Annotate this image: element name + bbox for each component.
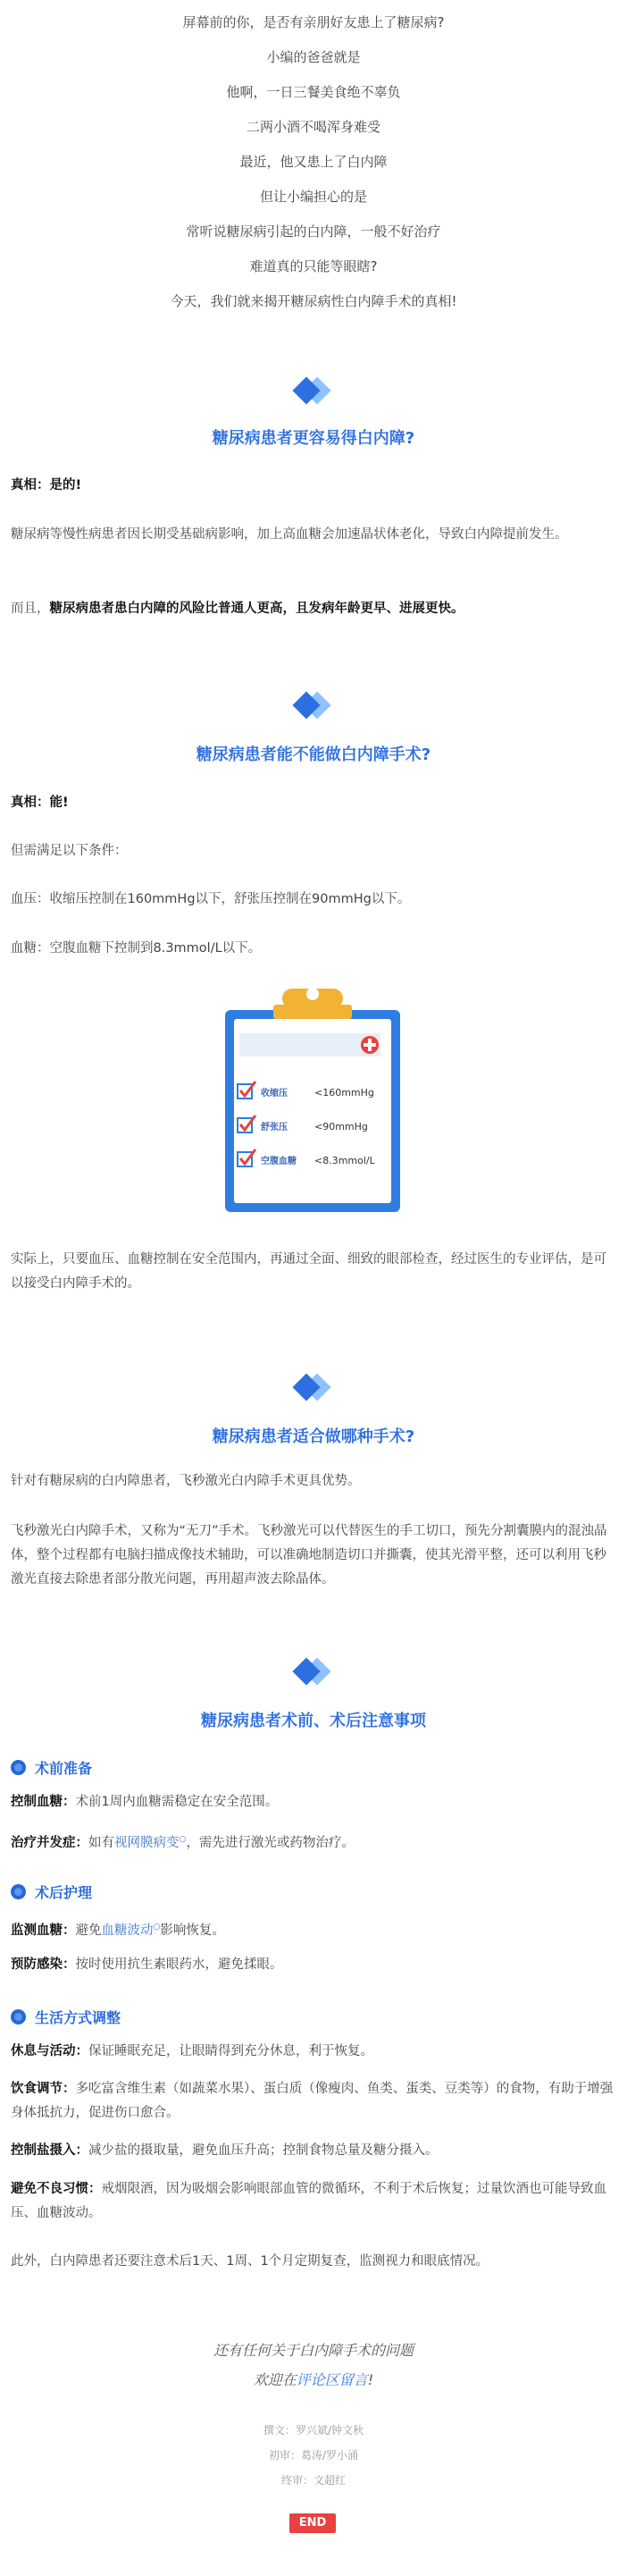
- item-text: 按时使用抗生素眼药水，避免揉眼。: [75, 1957, 283, 1972]
- list-item: [0, 1828, 627, 1856]
- section-2: [0, 690, 627, 765]
- item-key: 控制盐摄入：: [11, 2143, 88, 2158]
- subsection-title: 术前准备: [35, 1760, 93, 1777]
- subsection-title: 术后护理: [35, 1884, 93, 1901]
- subsection-title: 生活方式调整: [35, 2009, 121, 2026]
- intro-line: 他啊，一日三餐美食绝不辜负: [226, 84, 401, 100]
- item-text: 术前1周内血糖需稳定在安全范围。: [75, 1795, 279, 1809]
- section-title: 糖尿病患者能不能做白内障手术?: [196, 745, 431, 764]
- paragraph: 血糖：空腹血糖下控制到8.3mmol/L以下。: [11, 941, 262, 955]
- closing-line: 还有任何关于白内障手术的问题: [213, 2342, 414, 2359]
- list-item: [0, 2139, 627, 2163]
- closing-text: !: [367, 2371, 374, 2388]
- item-key: 监测血糖：: [11, 1923, 76, 1938]
- paragraph: 糖尿病等慢性病患者因长期受基础病影响，加上高血糖会加速晶状体老化，导致白内障提前发生。: [11, 527, 568, 542]
- intro-line: 常听说糖尿病引起的白内障，一般不好治疗: [186, 223, 441, 240]
- intro-line: 今天，我们就来揭开糖尿病性白内障手术的真相!: [170, 293, 457, 309]
- section-title: 糖尿病患者更容易得白内障?: [212, 429, 415, 448]
- term-link[interactable]: 视网膜病变: [114, 1835, 180, 1850]
- clipboard-value: <160mmHg: [314, 1087, 374, 1099]
- end-badge: END: [289, 2513, 336, 2533]
- list-item: [0, 2177, 627, 2226]
- section-title: 糖尿病患者术前、术后注意事项: [201, 1712, 426, 1730]
- item-key: 预防感染：: [11, 1957, 76, 1972]
- intro-block: [0, 0, 627, 319]
- item-key: 饮食调节：: [11, 2082, 76, 2096]
- paragraph: 针对有糖尿病的白内障患者，飞秒激光白内障手术更具优势。: [11, 1474, 361, 1488]
- item-text: 戒烟限酒，因为吸烟会影响眼部血管的微循环，不利于术后恢复；过量饮酒也可能导致血压、血糖波动。: [11, 2182, 606, 2220]
- closing-text: 欢迎在: [253, 2371, 297, 2388]
- emphasis-text: 糖尿病患者患白内障的风险比普通人更高，且发病年龄更早、进展更快。: [49, 602, 464, 616]
- item-text: 保证睡眠充足，让眼睛得到充分休息，利于恢复。: [88, 2044, 373, 2058]
- list-item: [0, 1790, 627, 1814]
- subsection-heading: [0, 1881, 627, 1902]
- item-key: 治疗并发症：: [11, 1835, 88, 1850]
- bullet-dot-icon: [11, 1760, 26, 1775]
- text: 而且，: [11, 602, 50, 616]
- item-key: 控制血糖：: [11, 1795, 76, 1809]
- credit-final: 终审：文超红: [280, 2474, 346, 2487]
- list-item: [0, 1953, 627, 1977]
- credit-author: 撰文：罗兴斌/钟文秋: [263, 2424, 364, 2437]
- section-3: [0, 1372, 627, 1447]
- closing-line: [0, 2369, 627, 2389]
- item-key: 避免不良习惯：: [11, 2182, 102, 2196]
- truth-label: 真相：能!: [11, 796, 69, 810]
- paragraph: 但需满足以下条件：: [11, 844, 128, 858]
- clipboard-label: 空腹血糖: [261, 1157, 297, 1166]
- section-4: [0, 1656, 627, 1731]
- item-key: 休息与活动：: [11, 2044, 88, 2058]
- paragraph: 血压：收缩压控制在160mmHg以下，舒张压控制在90mmHg以下。: [11, 892, 411, 906]
- item-text: 避免: [75, 1923, 102, 1938]
- section-1: [0, 375, 627, 449]
- intro-line: 二两小酒不喝浑身难受: [246, 119, 380, 135]
- subsection-heading: [0, 2007, 627, 2027]
- clipboard-value: <8.3mmol/L: [314, 1155, 375, 1166]
- bullet-dot-icon: [11, 1884, 26, 1899]
- clipboard-label: 收缩压: [261, 1089, 288, 1099]
- clipboard-label: 舒张压: [261, 1123, 288, 1132]
- comment-link[interactable]: 评论区留言: [296, 2371, 368, 2388]
- paragraph: 此外，白内障患者还要注意术后1天、1周、1个月定期复查，监测视力和眼底情况。: [11, 2254, 489, 2269]
- link-marker-icon: ○: [153, 1923, 161, 1932]
- term-link[interactable]: 血糖波动: [101, 1923, 154, 1938]
- subsection-heading: [0, 1757, 627, 1778]
- diamond-icon: [289, 375, 338, 408]
- item-text: 减少盐的摄取量，避免血压升高；控制食物总量及糖分摄入。: [88, 2143, 439, 2158]
- diamond-icon: [289, 690, 338, 722]
- intro-line: 难道真的只能等眼瞎?: [249, 258, 378, 274]
- intro-line: 小编的爸爸就是: [266, 49, 361, 65]
- list-item: [0, 2040, 627, 2064]
- clipboard-icon: [0, 983, 627, 1216]
- section-title: 糖尿病患者适合做哪种手术?: [212, 1427, 415, 1446]
- item-text: ，需先进行激光或药物治疗。: [186, 1835, 355, 1850]
- credit-review: 初审：葛涛/罗小涌: [268, 2449, 359, 2462]
- intro-line: 最近，他又患上了白内障: [239, 154, 388, 170]
- paragraph: 飞秒激光白内障手术，又称为“无刀”手术。飞秒激光可以代替医生的手工切口，预先分割囊膜内的混浊晶体，整个过程都有电脑扫描成像技术辅助，可以准确地制造切口并撕囊，使其光滑平整，还可以利用飞秒激光直接去除患者部分散光问题，再用超声波去除晶体。: [11, 1524, 607, 1587]
- item-text: 影响恢复。: [160, 1923, 225, 1938]
- clipboard-value: <90mmHg: [314, 1121, 368, 1132]
- diamond-icon: [289, 1656, 338, 1688]
- truth-label: 真相：是的!: [11, 478, 82, 492]
- paragraph: 实际上，只要血压、血糖控制在安全范围内，再通过全面、细致的眼部检查，经过医生的专业评估，是可以接受白内障手术的。: [11, 1252, 606, 1291]
- clipboard-illustration: [0, 983, 627, 1216]
- paragraph: [0, 597, 627, 621]
- diamond-icon: [289, 1372, 338, 1404]
- intro-line: 但让小编担心的是: [259, 189, 367, 205]
- bullet-dot-icon: [11, 2009, 26, 2025]
- link-marker-icon: ○: [179, 1835, 187, 1844]
- item-text: 多吃富含维生素（如蔬菜水果）、蛋白质（像瘦肉、鱼类、蛋类、豆类等）的食物，有助于增强身体抵抗力，促进伤口愈合。: [11, 2082, 614, 2120]
- list-item: [0, 2077, 627, 2126]
- item-text: 如有: [88, 1835, 114, 1850]
- check-row: [238, 1082, 255, 1099]
- list-item: [0, 1915, 627, 1943]
- intro-line: 屏幕前的你，是否有亲朋好友患上了糖尿病?: [182, 14, 445, 30]
